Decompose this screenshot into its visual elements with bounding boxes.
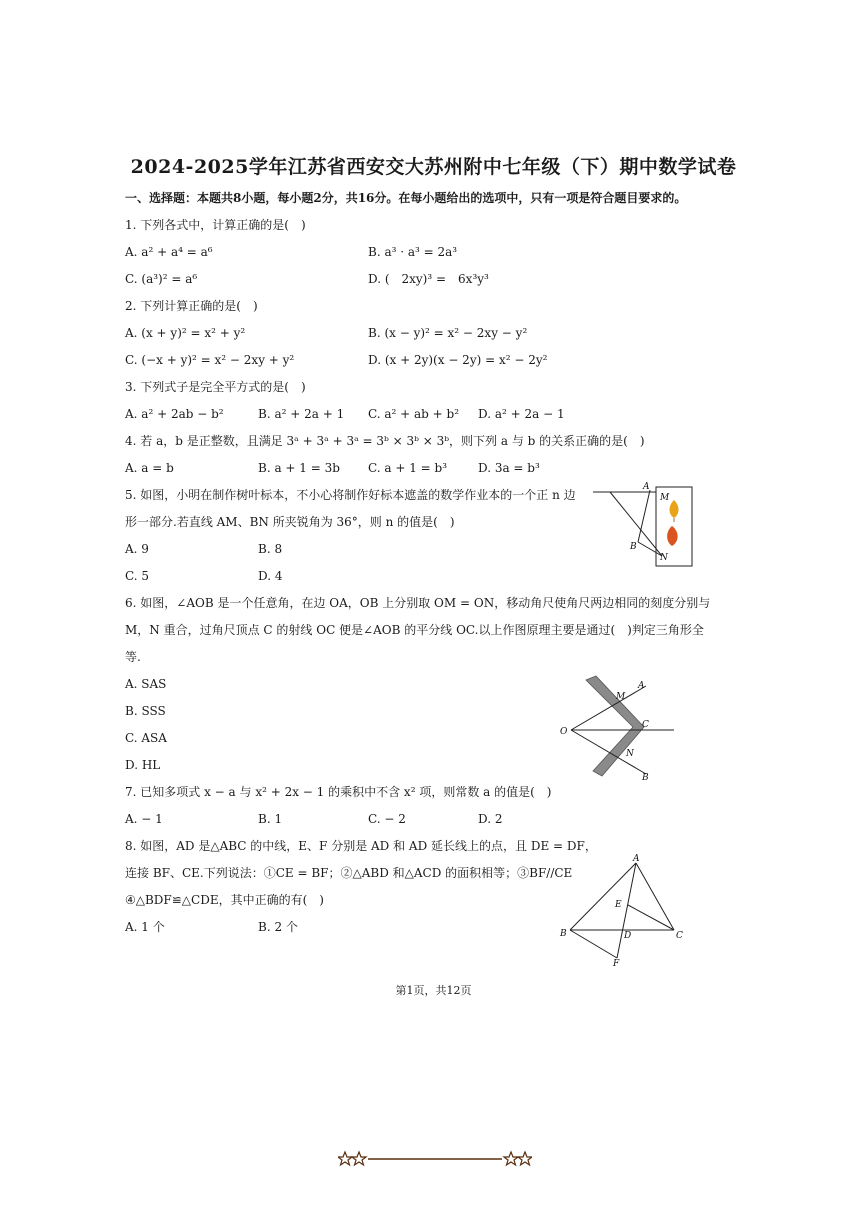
q6-option-a: A. SAS: [125, 677, 167, 691]
q3-option-d: D. a² + 2a − 1: [478, 407, 565, 421]
q2-option-d: D. (x + 2y)(x − 2y) = x² − 2y²: [368, 353, 548, 367]
q5-figure: [588, 478, 698, 570]
q2-option-c: C. (−x + y)² = x² − 2xy + y²: [125, 353, 295, 367]
q7-option-b: B. 1: [258, 812, 283, 826]
q5-stem-line2: 形一部分.若直线 AM、BN 所夹锐角为 36°，则 n 的值是( ): [125, 515, 455, 529]
q6-label-n: N: [626, 749, 634, 759]
q8-label-f: F: [613, 959, 620, 968]
leaf-red-icon: [667, 526, 678, 546]
q3-option-b: B. a² + 2a + 1: [258, 407, 345, 421]
q6-figure: [556, 675, 681, 785]
q2-option-b: B. (x − y)² = x² − 2xy − y²: [368, 326, 528, 340]
star-icon: [518, 1152, 532, 1165]
q6-option-c: C. ASA: [125, 731, 167, 745]
q1-stem: 1. 下列各式中，计算正确的是( ): [125, 218, 306, 232]
q1-option-a: A. a² + a⁴ = a⁶: [125, 245, 213, 259]
q8-label-a: A: [633, 854, 640, 864]
q1-option-d: D. ( 2xy)³ = 6x³y³: [368, 272, 489, 286]
star-icon: [504, 1152, 518, 1165]
q5-option-c: C. 5: [125, 569, 150, 583]
decorative-star-divider: [338, 1150, 532, 1168]
q6-label-b: B: [642, 773, 649, 783]
q4-option-b: B. a + 1 = 3b: [258, 461, 340, 475]
q4-stem: 4. 若 a，b 是正整数，且满足 3ᵃ + 3ᵃ + 3ᵃ = 3ᵇ × 3ᵇ × 3ᵇ，则下列 a 与 b 的关系正确的是( ): [125, 434, 645, 448]
q8-label-d: D: [624, 931, 632, 941]
q5-label-m: M: [660, 493, 670, 503]
q6-label-a: A: [638, 681, 645, 691]
q3-option-c: C. a² + ab + b²: [368, 407, 460, 421]
q4-option-a: A. a = b: [125, 461, 174, 475]
q5-stem-line1: 5. 如图，小明在制作树叶标本，不小心将制作好标本遮盖的数学作业本的一个正 n 边: [125, 488, 576, 502]
q2-stem: 2. 下列计算正确的是( ): [125, 299, 258, 313]
q4-option-c: C. a + 1 = b³: [368, 461, 448, 475]
q5-label-a: A: [643, 482, 650, 492]
q7-option-c: C. − 2: [368, 812, 406, 826]
star-icon: [352, 1152, 366, 1165]
leaf-orange-icon: [670, 500, 679, 518]
q4-option-d: D. 3a = b³: [478, 461, 540, 475]
page-footer: 第1页，共12页: [395, 984, 472, 997]
q6-label-c: C: [642, 720, 649, 730]
star-icon: [338, 1152, 352, 1165]
q6-stem-line3: 等.: [125, 650, 141, 664]
q6-label-m: M: [616, 692, 626, 702]
page-title: 2024-2025学年江苏省西安交大苏州附中七年级（下）期中数学试卷: [130, 156, 737, 178]
q6-option-d: D. HL: [125, 758, 161, 772]
q7-option-d: D. 2: [478, 812, 503, 826]
q8-label-b: B: [560, 929, 567, 939]
q5-option-d: D. 4: [258, 569, 283, 583]
q5-option-a: A. 9: [125, 542, 149, 556]
q1-option-b: B. a³ · a³ = 2a³: [368, 245, 458, 259]
q5-label-b: B: [630, 542, 637, 552]
q2-option-a: A. (x + y)² = x² + y²: [125, 326, 246, 340]
q6-option-b: B. SSS: [125, 704, 166, 718]
q3-option-a: A. a² + 2ab − b²: [125, 407, 224, 421]
q8-option-a: A. 1 个: [125, 920, 165, 934]
q8-label-e: E: [615, 900, 622, 910]
q8-label-c: C: [676, 931, 683, 941]
q5-option-b: B. 8: [258, 542, 283, 556]
q8-stem-line3: ④△BDF≌△CDE，其中正确的有( ): [125, 893, 324, 907]
q6-label-o: O: [560, 727, 568, 737]
q7-option-a: A. − 1: [125, 812, 163, 826]
q1-option-c: C. (a³)² = a⁶: [125, 272, 198, 286]
q8-stem-line1: 8. 如图，AD 是△ABC 的中线，E、F 分别是 AD 和 AD 延长线上的点，且 DE = DF，: [125, 839, 597, 853]
q3-stem: 3. 下列式子是完全平方式的是( ): [125, 380, 306, 394]
q6-stem-line1: 6. 如图，∠AOB 是一个任意角，在边 OA，OB 上分别取 OM = ON，移动角尺使角尺两边相同的刻度分别与: [125, 596, 711, 610]
q8-figure: [556, 850, 691, 968]
section-heading: 一、选择题：本题共8小题，每小题2分，共16分。在每小题给出的选项中，只有一项是符合题目要求的。: [125, 191, 687, 205]
q6-stem-line2: M，N 重合，过角尺顶点 C 的射线 OC 便是∠AOB 的平分线 OC.以上作图原理主要是通过( )判定三角形全: [125, 623, 704, 637]
q7-stem: 7. 已知多项式 x − a 与 x² + 2x − 1 的乘积中不含 x² 项，则常数 a 的值是( ): [125, 785, 552, 799]
q8-stem-line2: 连接 BF、CE.下列说法：①CE = BF；②△ABD 和△ACD 的面积相等；③BF//CE: [125, 866, 573, 880]
angle-ruler: [586, 676, 644, 776]
q8-option-b: B. 2 个: [258, 920, 298, 934]
q5-label-n: N: [660, 553, 668, 563]
